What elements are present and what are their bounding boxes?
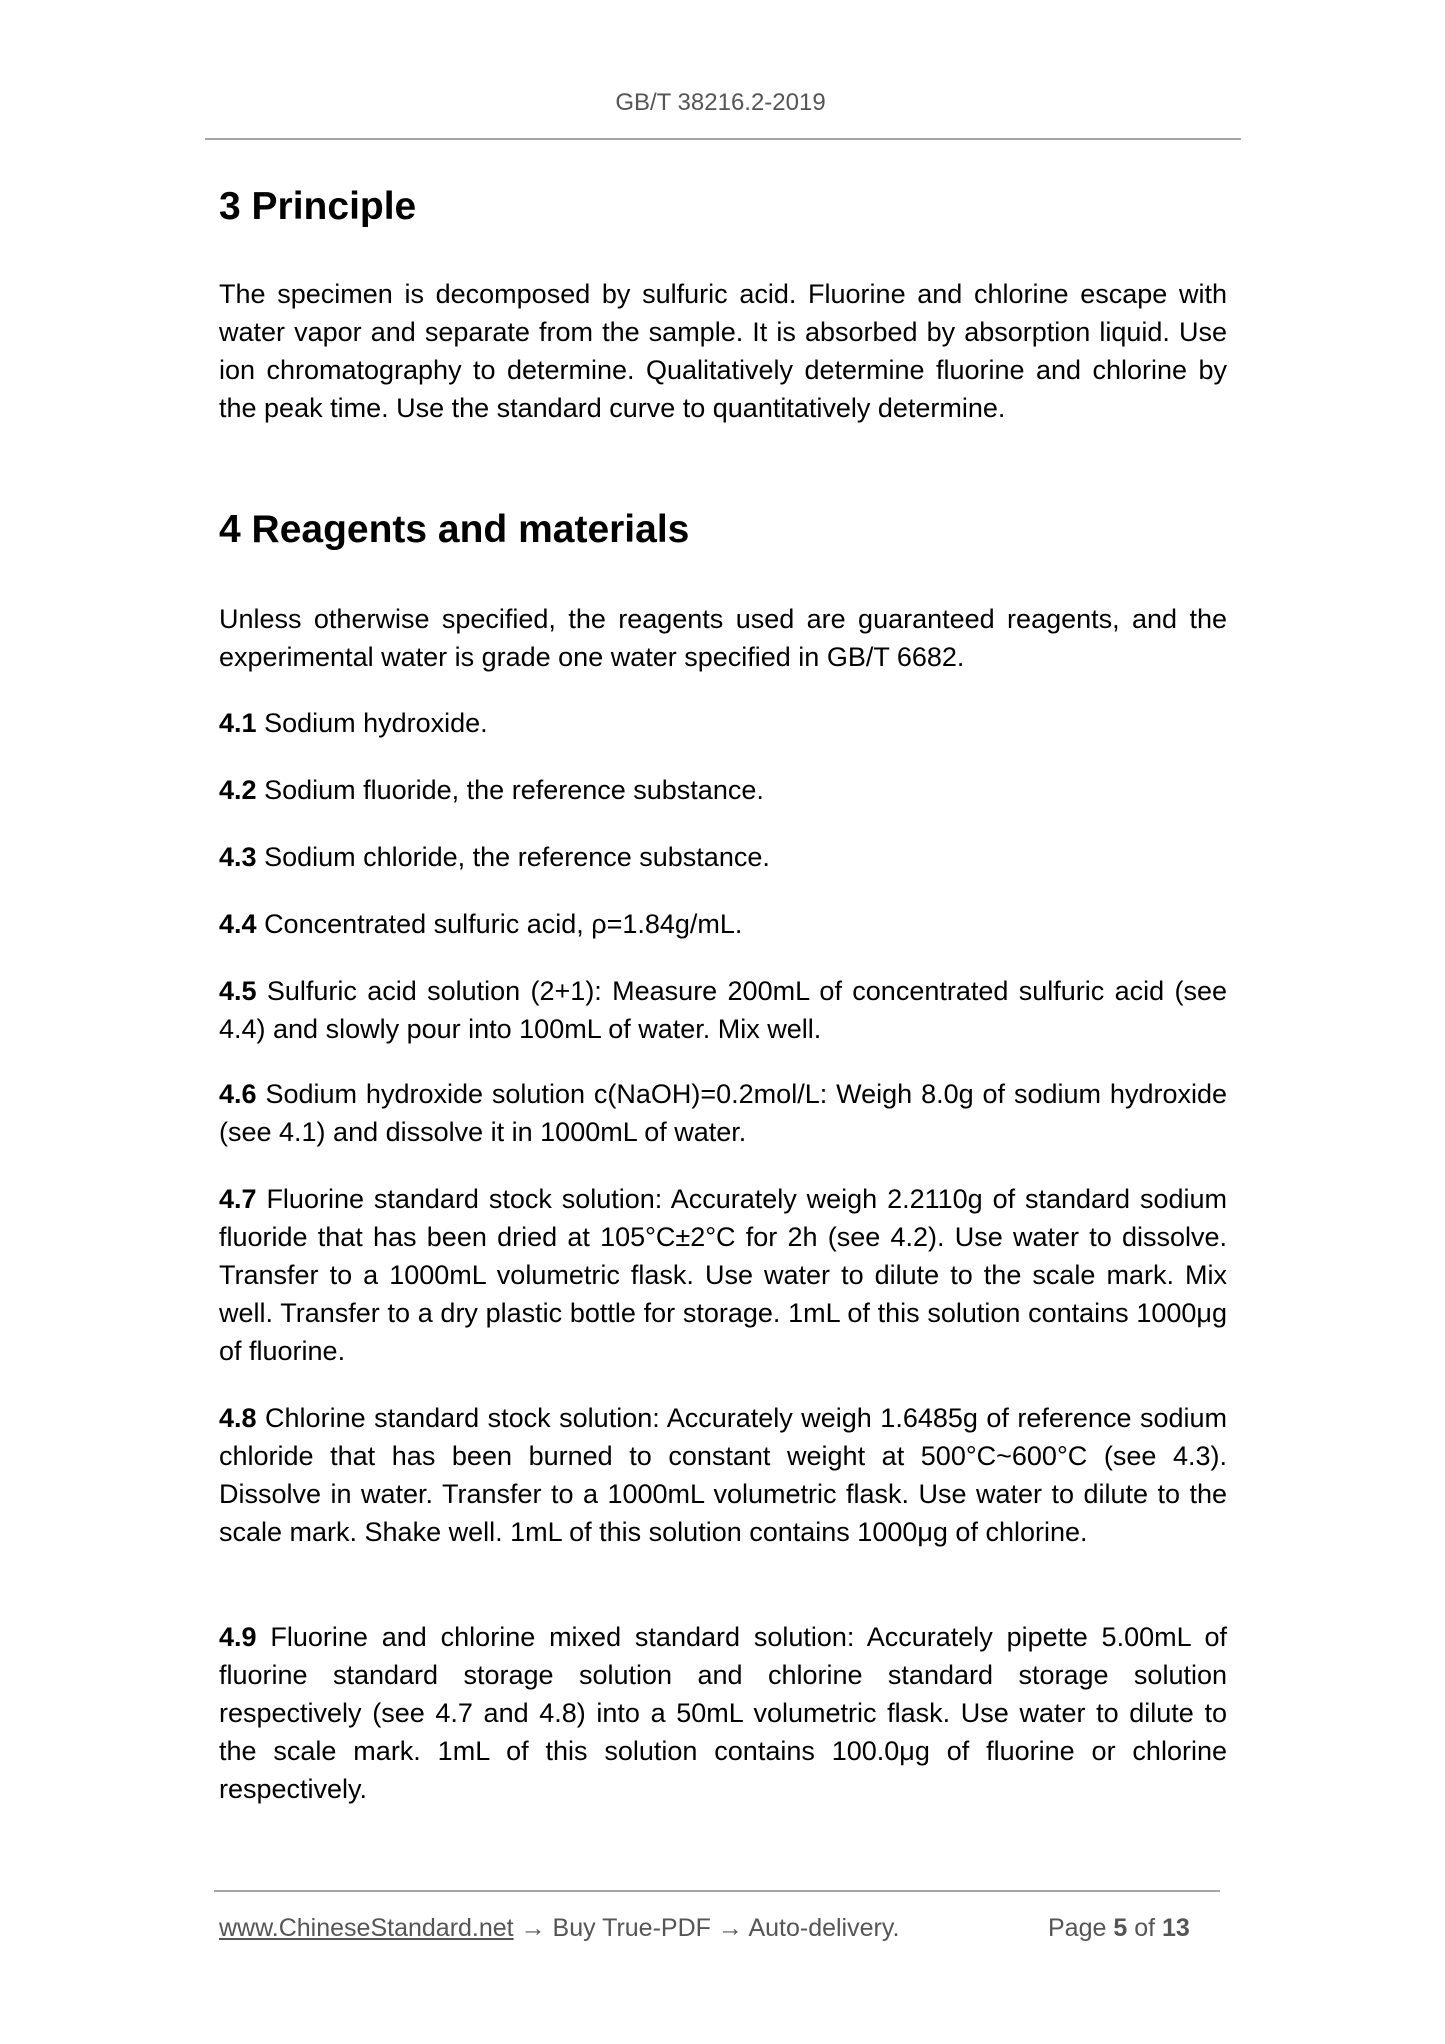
document-id-header: GB/T 38216.2-2019 [615,89,826,116]
clause-number: 4.7 [219,1184,257,1214]
footer-divider [214,1890,1220,1892]
clause-number: 4.8 [219,1403,257,1433]
arrow-right-icon: → [520,1914,546,1942]
clause-4-4 [219,905,1227,943]
clause-4-5 [219,972,1227,1048]
page-of: of [1134,1914,1156,1942]
clause-4-7 [219,1180,1227,1370]
page-total: 13 [1162,1914,1190,1942]
section-4-heading: 4 Reagents and materials [219,508,690,551]
footer-promo [219,1913,899,1943]
clause-text: Sodium chloride, the reference substance. [264,842,770,872]
clause-text: Sodium fluoride, the reference substance. [264,775,764,805]
clause-text: Chlorine standard stock solution: Accurately weigh 1.6485g of reference sodium chloride that has been burned to constant weight at 500°C~600°C (see 4.3). Dissolve in water. Transfer to a 1000mL volumetric flask. Use water to dilute to the scale mark. Shake well. 1mL of this solution contains 1000μg of chlorine. [219,1403,1227,1547]
clause-number: 4.3 [219,842,257,872]
clause-number: 4.2 [219,775,257,805]
clause-4-3 [219,838,1227,876]
page-number [1048,1913,1190,1943]
clause-4-6 [219,1075,1227,1151]
arrow-right-icon: → [717,1914,743,1942]
clause-text: Sodium hydroxide. [264,708,488,738]
clause-number: 4.5 [219,976,257,1006]
clause-text: Sulfuric acid solution (2+1): Measure 200mL of concentrated sulfuric acid (see 4.4) and slowly pour into 100mL of water. Mix well. [219,976,1227,1044]
clause-number: 4.6 [219,1079,257,1109]
clause-4-1 [219,704,1227,742]
clause-text: Fluorine and chlorine mixed standard solution: Accurately pipette 5.00mL of fluorine standard storage solution and chlorine standard storage solution respectively (see 4.7 and 4.8) into a 50mL volumetric flask. Use water to dilute to the scale mark. 1mL of this solution contains 100.0μg of fluorine or chlorine respectively. [219,1622,1227,1804]
page-label: Page [1048,1914,1107,1942]
clause-text: Concentrated sulfuric acid, ρ=1.84g/mL. [264,909,743,939]
page-current: 5 [1113,1914,1128,1942]
clause-4-8 [219,1399,1227,1551]
footer-step-delivery: Auto-delivery. [748,1914,900,1942]
clause-text: Sodium hydroxide solution c(NaOH)=0.2mol/L: Weigh 8.0g of sodium hydroxide (see 4.1) and dissolve it in 1000mL of water. [219,1079,1227,1147]
section-3-heading: 3 Principle [219,185,417,228]
principle-paragraph: The specimen is decomposed by sulfuric acid. Fluorine and chlorine escape with water vapor and separate from the sample. It is absorbed by absorption liquid. Use ion chromatography to determine. Qualitatively determine fluorine and chlorine by the peak time. Use the standard curve to quantitatively determine. [219,279,1227,423]
chinesestandard-link[interactable]: www.ChineseStandard.net [219,1914,514,1942]
clause-number: 4.4 [219,909,257,939]
clause-number: 4.1 [219,708,257,738]
clause-number: 4.9 [219,1622,257,1652]
clause-4-2 [219,771,1227,809]
header-divider [205,138,1241,140]
clause-text: Fluorine standard stock solution: Accurately weigh 2.2110g of standard sodium fluoride that has been dried at 105°C±2°C for 2h (see 4.2). Use water to dissolve. Transfer to a 1000mL volumetric flask. Use water to dilute to the scale mark. Mix well. Transfer to a dry plastic bottle for storage. 1mL of this solution contains 1000μg of fluorine. [219,1184,1227,1366]
reagents-intro-paragraph: Unless otherwise specified, the reagents used are guaranteed reagents, and the experimental water is grade one water specified in GB/T 6682. [219,604,1227,672]
footer-step-buy: Buy True-PDF [552,1914,711,1942]
clause-4-9 [219,1618,1227,1808]
